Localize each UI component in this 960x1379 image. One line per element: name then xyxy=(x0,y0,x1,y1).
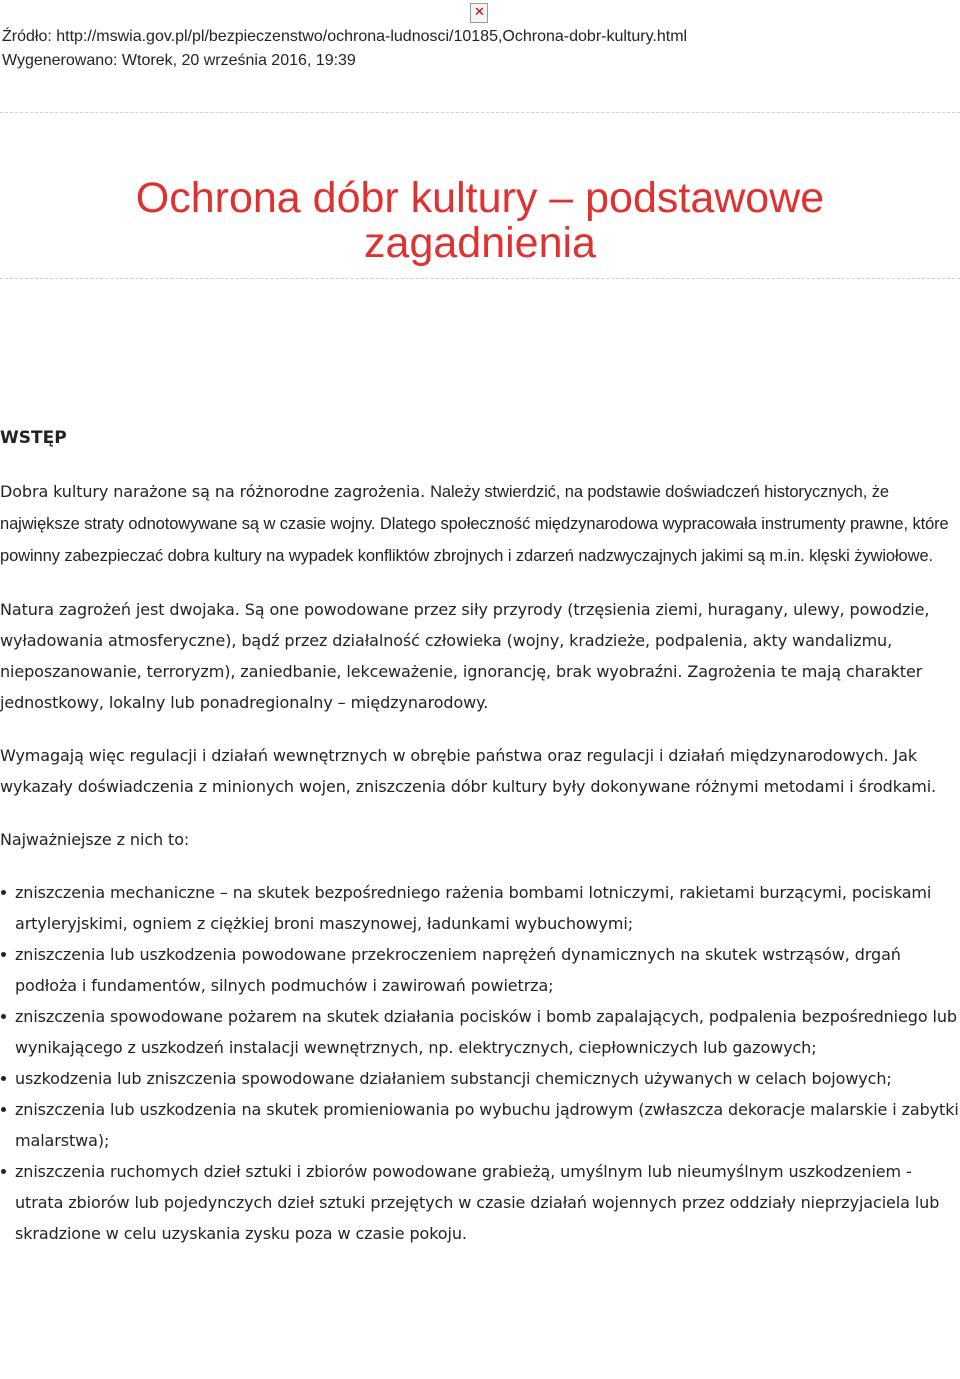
bullet-icon xyxy=(1,1107,6,1112)
list-item-text: uszkodzenia lub zniszczenia spowodowane działaniem substancji chemicznych używanych w celach bojowych; xyxy=(15,1069,892,1088)
list-item-text: zniszczenia lub uszkodzenia powodowane przekroczeniem naprężeń dynamicznych na skutek wstrząsów, drgań podłoża i fundamentów, silnych podmuchów i zawirowań powietrza; xyxy=(15,945,901,995)
list-item-text: zniszczenia spowodowane pożarem na skutek działania pocisków i bomb zapalających, podpalenia bezpośredniego lub wynikającego z uszkodzeń instalacji wewnętrznych, np. elektrycznych, ciepłowniczych lub gazowych; xyxy=(15,1007,957,1057)
divider-top xyxy=(0,112,960,113)
bullet-icon xyxy=(1,1169,6,1174)
section-heading: WSTĘP xyxy=(0,428,67,448)
bullet-icon xyxy=(1,1014,6,1019)
paragraph-threats-part-2: Są one powodowane przez siły przyrody (trzęsienia ziemi, huragany, ulewy, powodzie, wyładowania atmosferyczne), bądź przez działalność człowieka (wojny, kradzieże, podpalenia, akty wandalizmu, nieposzanowanie, terroryzm), zaniedbanie, lekceważenie, ignorancję, brak wyobraźni. Zagrożenia te mają charakter jednostkowy, lokalny lub ponadregionalny – międzynarodowy. xyxy=(0,600,930,712)
close-icon: ✕ xyxy=(474,5,485,20)
paragraph-threats xyxy=(0,594,960,718)
page-title: Ochrona dóbr kultury – podstawowe zagadnienia xyxy=(135,174,825,267)
list-item-text: zniszczenia lub uszkodzenia na skutek promieniowania po wybuchu jądrowym (zwłaszcza dekoracje malarskie i zabytki malarstwa); xyxy=(15,1100,959,1150)
paragraph-threats-part-1: Natura zagrożeń jest dwojaka. xyxy=(0,600,245,619)
broken-image-icon xyxy=(470,3,488,23)
list-item xyxy=(0,1001,960,1063)
divider-bottom xyxy=(0,278,960,279)
article-body xyxy=(0,423,960,1249)
paragraph-intro-part-3: Dlatego społeczność międzynarodowa wypracowała instrumenty prawne, które powinny zabezpieczać dobra kultury na wypadek konfliktów zbrojnych i zdarzeń nadzwyczajnych jakimi są m.in. klęski żywiołowe. xyxy=(0,515,949,565)
bullet-icon xyxy=(1,1076,6,1081)
paragraph-list-intro: Najważniejsze z nich to: xyxy=(0,830,190,849)
paragraph-intro-part-2: Należy stwierdzić, na podstawie doświadczeń historycznych, że największe straty odnotowywane są w czasie wojny. xyxy=(0,483,889,533)
bullet-icon xyxy=(1,890,6,895)
list-item xyxy=(0,1063,960,1094)
bullet-icon xyxy=(1,952,6,957)
list-item-text: zniszczenia ruchomych dzieł sztuki i zbiorów powodowane grabieżą, umyślnym lub nieumyślnym uszkodzeniem - utrata zbiorów lub pojedynczych dzieł sztuki przejętych w czasie działań wojennych przez oddziały nieprzyjaciela lub skradzione w celu uzyskania zysku poza w czasie pokoju. xyxy=(15,1162,940,1243)
list-item xyxy=(0,939,960,1001)
generated-line: Wygenerowano: Wtorek, 20 września 2016, 19:39 xyxy=(2,52,356,69)
list-item xyxy=(0,877,960,939)
list-item xyxy=(0,1156,960,1249)
paragraph-intro-part-1: Dobra kultury narażone są na różnorodne zagrożenia. xyxy=(0,482,431,501)
paragraph-regulations: Wymagają więc regulacji i działań wewnętrznych w obrębie państwa oraz regulacji i działań międzynarodowych. Jak wykazały doświadczenia z minionych wojen, zniszczenia dóbr kultury były dokonywane różnymi metodami i środkami. xyxy=(0,746,937,796)
source-line: Źródło: http://mswia.gov.pl/pl/bezpieczenstwo/ochrona-ludnosci/10185,Ochrona-dobr-kultury.html xyxy=(2,28,688,45)
paragraph-intro xyxy=(0,476,960,572)
list-item-text: zniszczenia mechaniczne – na skutek bezpośredniego rażenia bombami lotniczymi, rakietami burzącymi, pociskami artyleryjskimi, ogniem z ciężkiej broni maszynowej, ładunkami wybuchowymi; xyxy=(15,883,932,933)
list-item xyxy=(0,1094,960,1156)
damage-list xyxy=(0,877,960,1249)
